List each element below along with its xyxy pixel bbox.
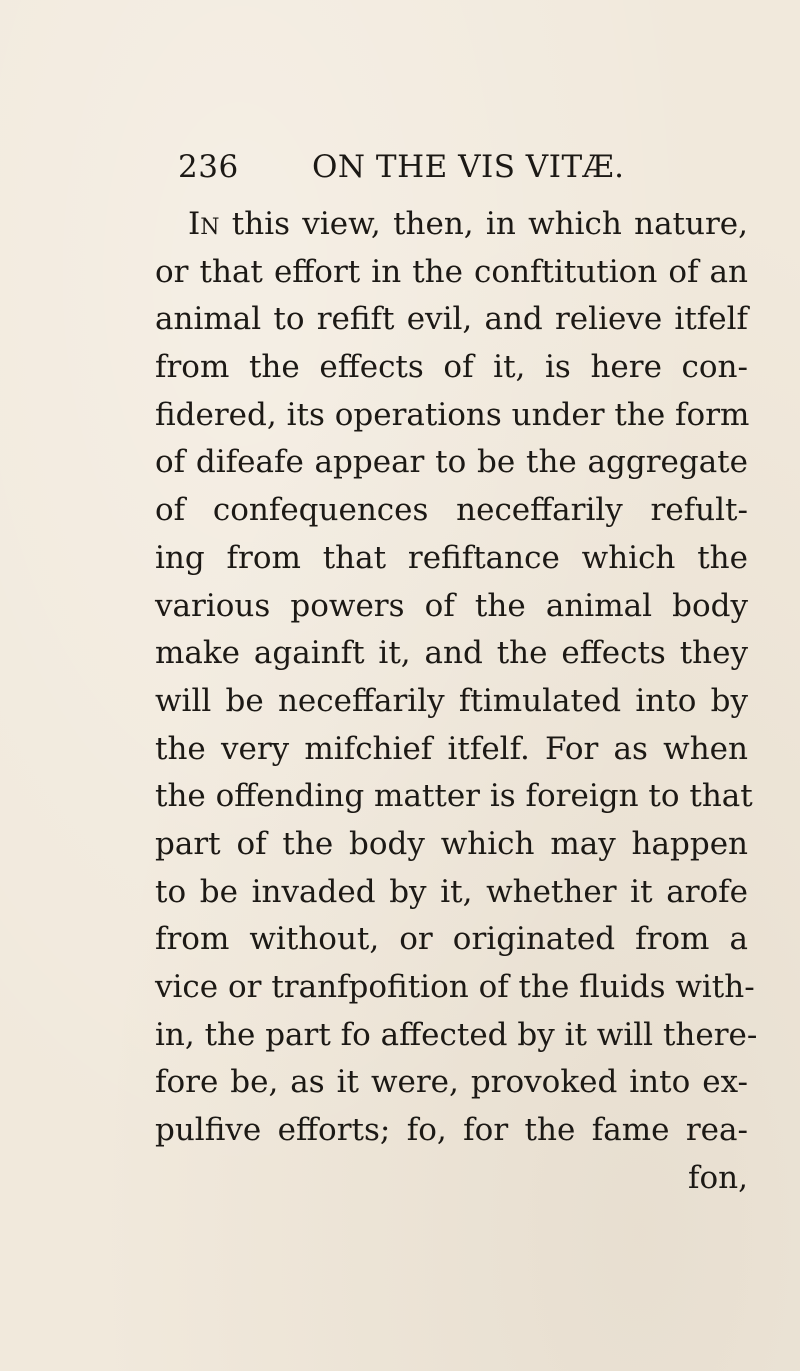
body-text: [155, 201, 758, 1202]
text-line: from the effects of it, is here con-: [155, 349, 748, 386]
page-header: [178, 142, 678, 192]
text-line: from without, or originated from a: [155, 921, 748, 958]
catchword: fon,: [688, 1159, 748, 1196]
text-line: fore be, as it were, provoked into ex-: [155, 1064, 748, 1101]
first-word: In: [188, 206, 220, 242]
text-line: various powers of the animal body: [155, 587, 748, 624]
text-line: fidered, its operations under the form: [155, 396, 750, 433]
text-line: of confequences neceffarily refult-: [155, 492, 748, 529]
text-line: in, the part fo affected by it will there-: [155, 1016, 758, 1053]
page-number: 236: [178, 149, 239, 185]
text-line: will be neceffarily ftimulated into by: [155, 682, 748, 719]
text-line: the very mifchief itfelf. For as when: [155, 730, 748, 767]
text-line: animal to refift evil, and relieve itfelf: [155, 301, 748, 338]
text-line: make againft it, and the effects they: [155, 635, 748, 672]
text-line: pulfive efforts; fo, for the fame rea-: [155, 1112, 748, 1149]
text-line: In this view, then, in which nature,: [188, 206, 748, 242]
text-line: to be invaded by it, whether it arofe: [155, 873, 748, 910]
text-line: vice or tranfpofition of the fluids with-: [155, 969, 755, 1005]
text-line: or that effort in the conftitution of an: [155, 253, 748, 290]
text-line: of difeafe appear to be the aggregate: [155, 444, 748, 481]
text-line: ing from that refiftance which the: [155, 539, 748, 576]
text-line: part of the body which may happen: [155, 825, 748, 862]
text-line: the offending matter is foreign to that: [155, 778, 753, 815]
running-head: ON THE VIS VITÆ.: [312, 149, 625, 185]
